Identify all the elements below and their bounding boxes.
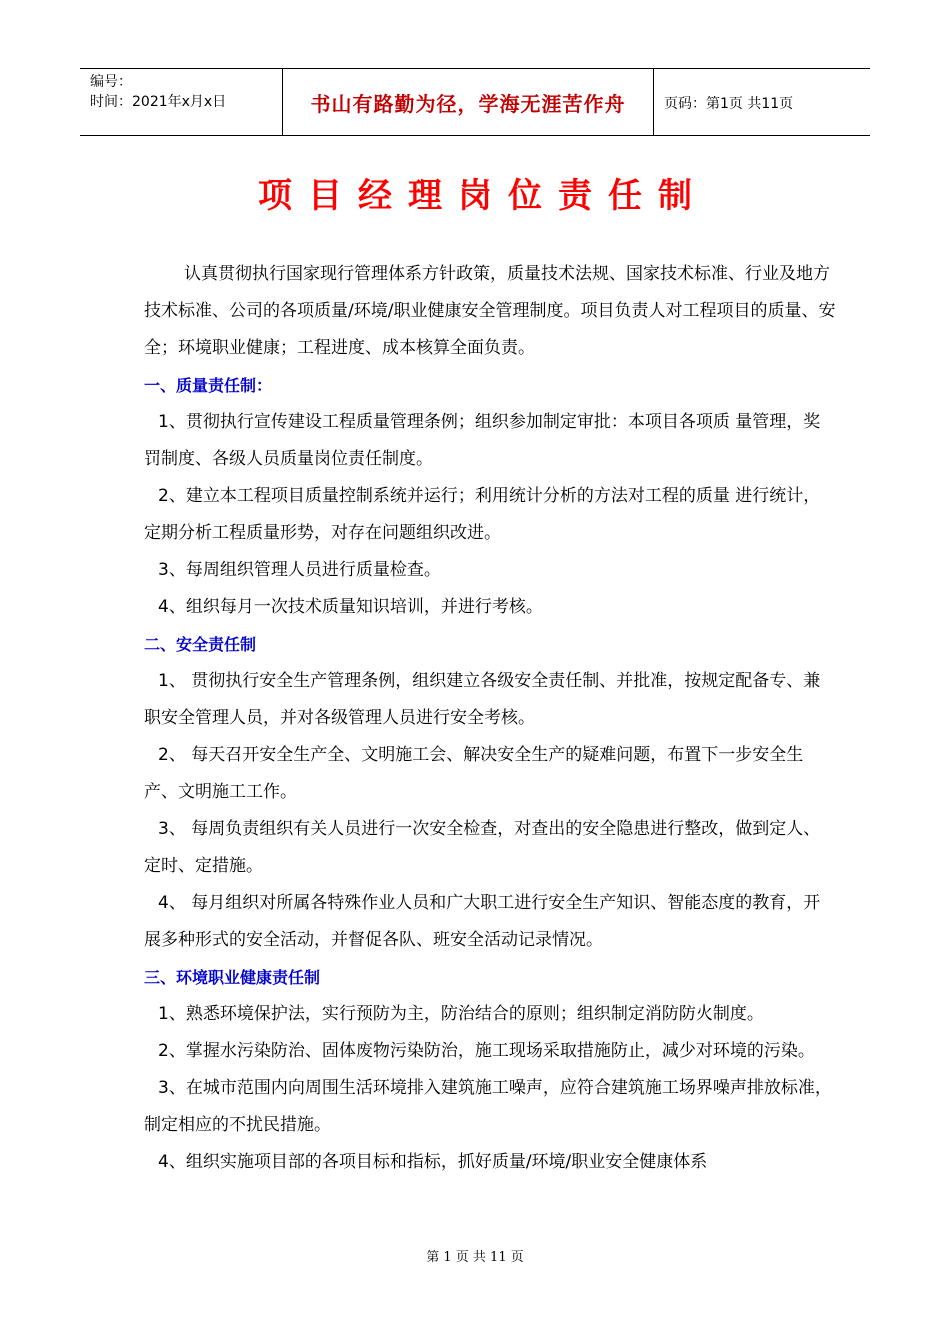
document-title: 项目经理岗位责任制 <box>258 176 708 216</box>
time-label: 时间：2021年x月x日 <box>90 94 227 110</box>
section-heading-environment: 三、环境职业健康责任制 <box>144 968 321 987</box>
quality-item-2: 2、建立本工程项目质量控制系统并运行；利用统计分析的方法对工程的质量 进行统计，定期分析工程质量形势，对存在问题组织改进。 <box>144 486 821 543</box>
header-page-code: 页码：第1页 共11页 <box>664 96 794 112</box>
environment-item-2: 2、掌握水污染防治、固体废物污染防治，施工现场采取措施防止，减少对环境的污染。 <box>158 1041 815 1061</box>
quality-item-3: 3、每周组织管理人员进行质量检查。 <box>158 560 441 580</box>
number-label: 编号： <box>90 74 132 90</box>
header-meta <box>90 72 226 112</box>
section-heading-safety: 二、安全责任制 <box>144 635 257 654</box>
intro-paragraph: 认真贯彻执行国家现行管理体系方针政策，质量技术法规、国家技术标准、行业及地方技术标准、公司的各项质量/环境/职业健康安全管理制度。项目负责人对工程项目的质量、安全；环境职业健康；工程进度、成本核算全面负责。 <box>144 264 836 358</box>
section-heading-quality: 一、质量责任制： <box>144 376 273 395</box>
page-header <box>80 68 870 136</box>
page-footer: 第 1 页 共 11 页 <box>426 1250 524 1265</box>
document-body <box>144 256 836 1181</box>
environment-item-3: 3、在城市范围内向周围生活环境排入建筑施工噪声，应符合建筑施工场界噪声排放标准，制定相应的不扰民措施。 <box>144 1078 832 1135</box>
quality-item-4: 4、组织每月一次技术质量知识培训，并进行考核。 <box>158 597 543 617</box>
safety-item-3: 3、 每周负责组织有关人员进行一次安全检查，对查出的安全隐患进行整改，做到定人、定时、定措施。 <box>144 819 821 876</box>
header-motto: 书山有路勤为径，学海无涯苦作舟 <box>282 69 654 135</box>
quality-item-1: 1、贯彻执行宣传建设工程质量管理条例；组织参加制定审批：本项目各项质 量管理，奖罚制度、各级人员质量岗位责任制度。 <box>144 412 821 469</box>
environment-item-4: 4、组织实施项目部的各项目标和指标，抓好质量/环境/职业安全健康体系 <box>158 1152 708 1172</box>
safety-item-4: 4、 每月组织对所属各特殊作业人员和广大职工进行安全生产知识、智能态度的教育，开展多种形式的安全活动，并督促各队、班安全活动记录情况。 <box>144 893 821 950</box>
safety-item-2: 2、 每天召开安全生产全、文明施工会、解决安全生产的疑难问题，布置下一步安全生产、文明施工工作。 <box>144 745 804 802</box>
environment-item-1: 1、熟悉环境保护法，实行预防为主，防治结合的原则；组织制定消防防火制度。 <box>158 1004 764 1024</box>
safety-item-1: 1、 贯彻执行安全生产管理条例，组织建立各级安全责任制、并批准，按规定配备专、兼职安全管理人员，并对各级管理人员进行安全考核。 <box>144 671 821 728</box>
